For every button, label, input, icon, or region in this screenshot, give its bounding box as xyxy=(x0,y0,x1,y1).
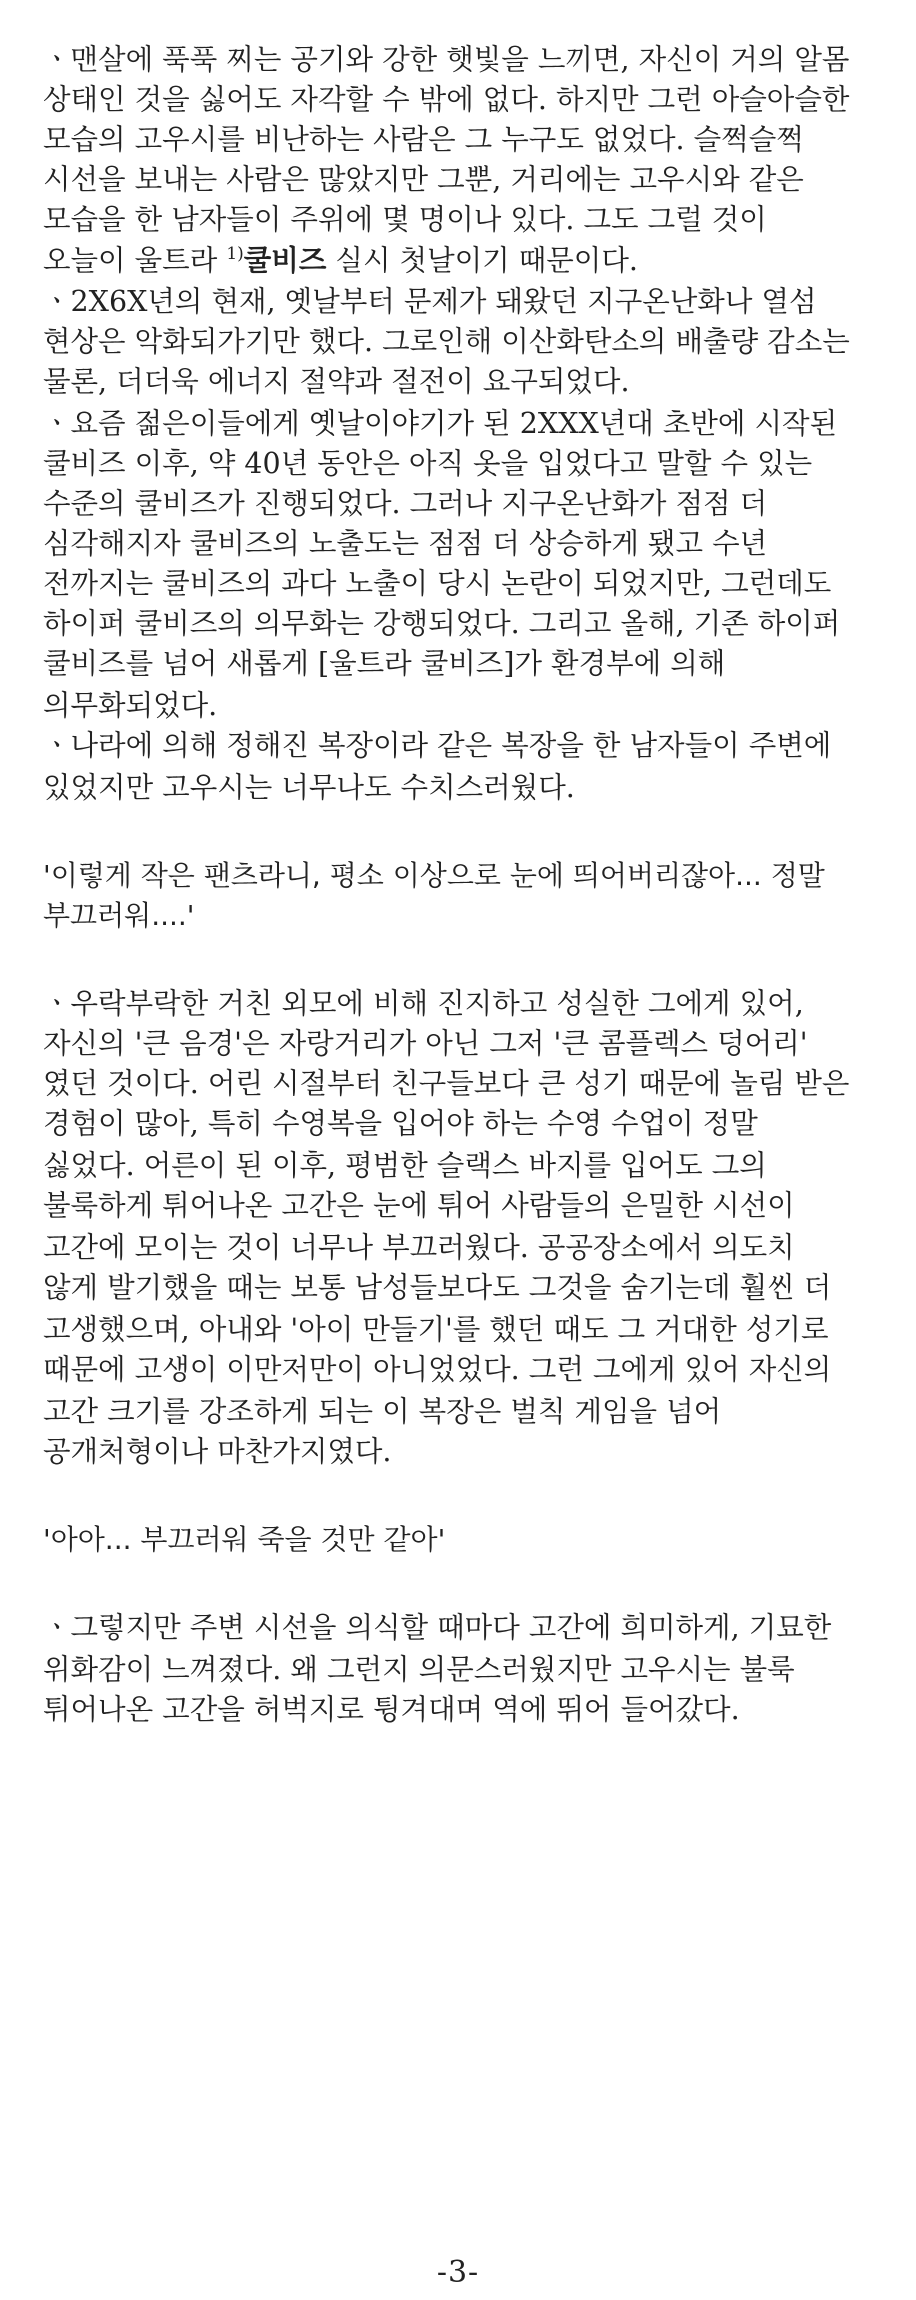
text-span: 오늘이 울트라 xyxy=(43,244,227,277)
text-line: 모습의 고우시를 비난하는 사람은 그 누구도 없었다. 슬쩍슬쩍 xyxy=(43,123,804,156)
dialog-line: '아아... 부끄러워 죽을 것만 같아' xyxy=(43,1523,446,1556)
text-line: 상태인 것을 싫어도 자각할 수 밖에 없다. 하지만 그런 아슬아슬한 xyxy=(43,83,850,116)
text-line: 수준의 쿨비즈가 진행되었다. 그러나 지구온난화가 점점 더 xyxy=(43,487,768,520)
text-line: 였던 것이다. 어린 시절부터 친구들보다 큰 성기 때문에 놀림 받은 xyxy=(43,1067,850,1100)
text-line: 싫었다. 어른이 된 이후, 평범한 슬랙스 바지를 입어도 그의 xyxy=(43,1149,767,1182)
text-line: 튀어나온 고간을 허벅지로 튕겨대며 역에 뛰어 들어갔다. xyxy=(43,1693,740,1726)
text-line: 물론, 더더욱 에너지 절약과 절전이 요구되었다. xyxy=(43,365,630,398)
text-line: 의무화되었다. xyxy=(43,689,218,722)
text-line: 고생했으며, 아내와 '아이 만들기'를 했던 때도 그 거대한 성기로 xyxy=(43,1313,829,1346)
text-span: 실시 첫날이기 때문이다. xyxy=(326,244,638,277)
dialog-line: 부끄러워....' xyxy=(43,899,195,932)
text-line: 자신의 '큰 음경'은 자랑거리가 아닌 그저 '큰 콤플렉스 덩어리' xyxy=(43,1027,808,1060)
text-line: 전까지는 쿨비즈의 과다 노출이 당시 논란이 되었지만, 그런데도 xyxy=(43,567,832,600)
text-line: 공개처형이나 마찬가지였다. xyxy=(43,1435,392,1468)
term-highlight: 쿨비즈 xyxy=(243,243,327,277)
text-line: 쿨비즈를 넘어 새롭게 [울트라 쿨비즈]가 환경부에 의해 xyxy=(43,647,726,680)
text-line: ㆍ맨살에 푹푹 찌는 공기와 강한 햇빛을 느끼면, 자신이 거의 알몸 xyxy=(43,43,850,76)
dialog-line: '이렇게 작은 팬츠라니, 평소 이상으로 눈에 띄어버리잖아... 정말 xyxy=(43,859,825,892)
text-line: 현상은 악화되가기만 했다. 그로인해 이산화탄소의 배출량 감소는 xyxy=(43,325,850,358)
text-line: 고간 크기를 강조하게 되는 이 복장은 벌칙 게임을 넘어 xyxy=(43,1395,722,1428)
text-line: 모습을 한 남자들이 주위에 몇 명이나 있다. 그도 그럴 것이 xyxy=(43,203,767,236)
text-line: 않게 발기했을 때는 보통 남성들보다도 그것을 숨기는데 훨씬 더 xyxy=(43,1271,832,1304)
page-number: -3- xyxy=(436,2255,480,2290)
text-line: ㆍ2X6X년의 현재, 옛날부터 문제가 돼왔던 지구온난화나 열섬 xyxy=(43,285,817,318)
text-line: 불룩하게 튀어나온 고간은 눈에 튀어 사람들의 은밀한 시선이 xyxy=(43,1189,795,1222)
text-line: ㆍ나라에 의해 정해진 복장이라 같은 복장을 한 남자들이 주변에 xyxy=(43,729,832,762)
text-line: ㆍ요즘 젊은이들에게 옛날이야기가 된 2XXX년대 초반에 시작된 xyxy=(43,407,838,440)
footnote-marker: 1) xyxy=(226,244,244,264)
text-line: 있었지만 고우시는 너무나도 수치스러웠다. xyxy=(43,771,575,804)
text-line: 시선을 보내는 사람은 많았지만 그뿐, 거리에는 고우시와 같은 xyxy=(43,163,804,196)
text-line: ㆍ우락부락한 거친 외모에 비해 진지하고 성실한 그에게 있어, xyxy=(43,987,804,1020)
text-line: 위화감이 느껴졌다. 왜 그런지 의문스러웠지만 고우시는 불룩 xyxy=(43,1653,795,1686)
text-line: 하이퍼 쿨비즈의 의무화는 강행되었다. 그리고 올해, 기존 하이퍼 xyxy=(43,607,841,640)
text-line: 고간에 모이는 것이 너무나 부끄러웠다. 공공장소에서 의도치 xyxy=(43,1231,795,1264)
text-line: ㆍ그렇지만 주변 시선을 의식할 때마다 고간에 희미하게, 기묘한 xyxy=(43,1611,832,1644)
text-line: 때문에 고생이 이만저만이 아니었었다. 그런 그에게 있어 자신의 xyxy=(43,1353,832,1386)
text-line: 심각해지자 쿨비즈의 노출도는 점점 더 상승하게 됐고 수년 xyxy=(43,527,768,560)
text-line: 경험이 많아, 특히 수영복을 입어야 하는 수영 수업이 정말 xyxy=(43,1107,758,1140)
text-line xyxy=(43,240,893,280)
text-line: 쿨비즈 이후, 약 40년 동안은 아직 옷을 입었다고 말할 수 있는 xyxy=(43,447,813,480)
